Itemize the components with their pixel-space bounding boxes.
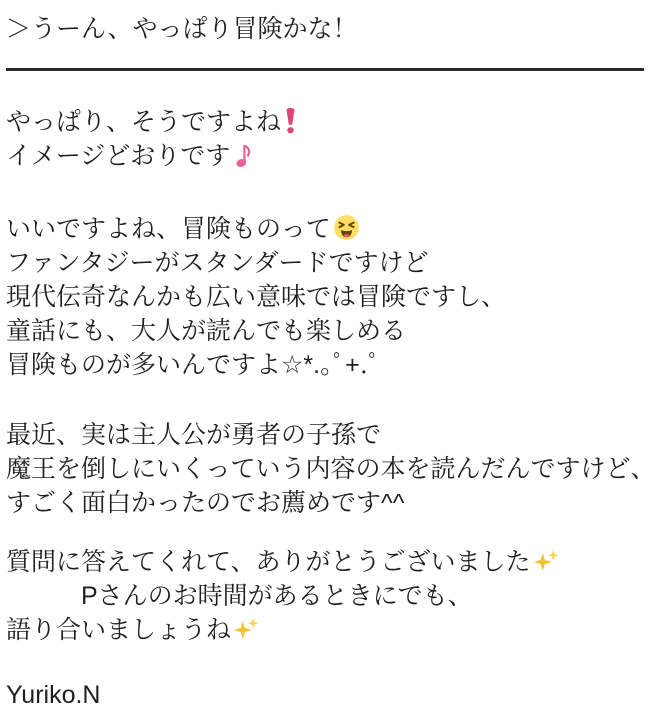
agreement-line-1 <box>6 105 663 139</box>
agreement-line-1-text: やっぱり、そうですよね <box>6 108 282 136</box>
sparkles-emoji <box>233 615 260 642</box>
agreement-line-2-text: イメージどおりです <box>6 142 231 170</box>
recommend-line-3-text: すごく面白かったのでお薦めです^^ <box>6 489 405 517</box>
recommend-line-3 <box>6 486 663 520</box>
adventure-line-1-text: いいですよね、冒険ものって <box>6 215 331 243</box>
adventure-line-3-text: 現代伝奇なんかも広い意味では冒険ですし、 <box>6 283 507 311</box>
adventure-line-2-text: ファンタジーがスタンダードですけど <box>6 249 429 277</box>
paragraph-agreement <box>6 105 663 173</box>
divider-line <box>6 68 644 71</box>
adventure-line-4 <box>6 314 663 348</box>
thanks-line-3 <box>6 613 663 647</box>
heavy-exclamation-emoji <box>283 106 298 134</box>
music-note-emoji <box>232 142 256 168</box>
recommend-line-2 <box>6 452 663 486</box>
thanks-line-1-text: 質問に答えてくれて、ありがとうございました <box>6 548 531 576</box>
signature <box>6 678 663 712</box>
thanks-line-2 <box>6 579 663 613</box>
recommend-line-1 <box>6 418 663 452</box>
thanks-line-2-text: Pさんのお時間があるときにでも、 <box>6 582 473 610</box>
quoted-reply-text: ＞うーん、やっぱり冒険かな！ <box>6 15 358 43</box>
paragraph-adventure <box>6 212 663 382</box>
paragraph-recommend <box>6 418 663 520</box>
adventure-line-1 <box>6 212 663 246</box>
paragraph-thanks <box>6 545 663 647</box>
recommend-line-1-text: 最近、実は主人公が勇者の子孫で <box>6 421 382 449</box>
adventure-line-5-text: 冒険ものが多いんですよ☆*.｡ﾟ+.ﾟ <box>6 351 381 379</box>
signature-text: Yuriko.N <box>6 681 101 709</box>
adventure-line-3 <box>6 280 663 314</box>
agreement-line-2 <box>6 139 663 173</box>
adventure-line-4-text: 童話にも、大人が読んでも楽しめる <box>6 317 407 345</box>
thanks-line-3-text: 語り合いましょうね <box>6 616 232 644</box>
adventure-line-2 <box>6 246 663 280</box>
recommend-line-2-text: 魔王を倒しにいくっていう内容の本を読んだんですけど、 <box>6 455 656 483</box>
sparkles-emoji <box>533 547 560 574</box>
thanks-line-1 <box>6 545 663 579</box>
adventure-line-5 <box>6 348 663 382</box>
quoted-reply-line <box>6 12 663 46</box>
laughing-face-emoji <box>333 214 360 241</box>
